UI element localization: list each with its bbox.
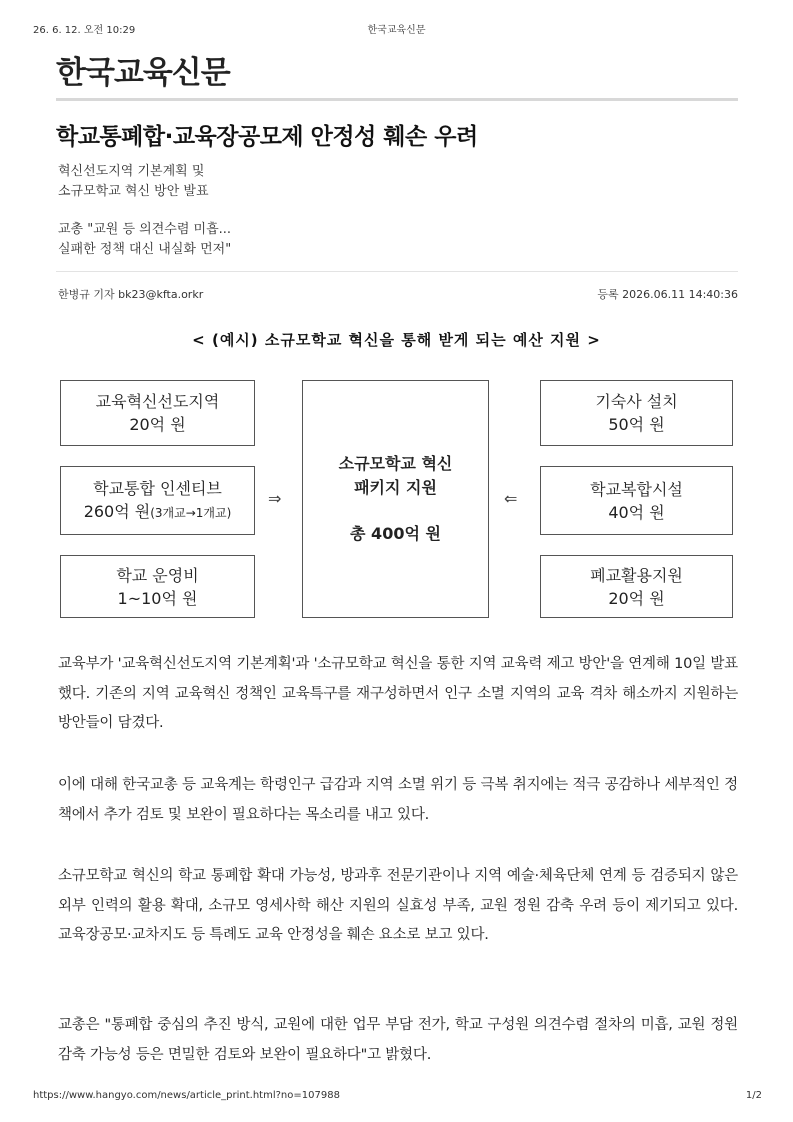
subtitle-block-2 xyxy=(58,220,231,260)
box-amount: 20억 원 xyxy=(608,588,665,608)
subtitle-line: 교총 "교원 등 의견수렴 미흡... xyxy=(58,222,232,237)
article-paragraph: 교육부가 '교육혁신선도지역 기본계획'과 '소규모학교 혁신을 통한 지역 교육력 제고 방안'을 연계해 10일 발표했다. 기존의 지역 교육혁신 정책인 교육특구를 재구성하면서 인구 소멸 지역의 교육 격차 해소까지 지원하는 방안들이 담겼다. xyxy=(58,656,738,731)
article-paragraph: 이에 대해 한국교총 등 교육계는 학령인구 급감과 지역 소멸 위기 등 극복 취지에는 적극 공감하나 세부적인 정책에서 추가 검토 및 보완이 필요하다는 목소리를 내고 있다. xyxy=(58,777,738,823)
box-label: 학교복합시설 xyxy=(590,479,683,499)
print-datetime: 26. 6. 12. 오전 10:29 xyxy=(33,25,136,36)
header-divider xyxy=(56,98,738,101)
print-site-name: 한국교육신문 xyxy=(367,25,426,36)
box-amount: 1~10억 원 xyxy=(117,588,198,608)
article-title: 학교통폐합·교육장공모제 안정성 훼손 우려 xyxy=(56,124,478,150)
center-label-2: 패키지 지원 xyxy=(354,478,437,497)
box-label: 기숙사 설치 xyxy=(595,392,678,411)
registered-date: 등록 2026.06.11 14:40:36 xyxy=(597,288,738,301)
site-logo[interactable]: 한국교육신문 xyxy=(56,55,230,91)
box-label: 학교 운영비 xyxy=(116,565,199,585)
byline: 한병규 기자 bk23@kfta.orkr xyxy=(58,288,204,301)
subtitle-line: 실패한 정책 대신 내실화 먼저" xyxy=(58,242,232,257)
subtitle-line: 소규모학교 혁신 방안 발표 xyxy=(58,184,209,199)
budget-box-innovation-region xyxy=(60,380,255,446)
box-note: (3개교→1개교) xyxy=(150,505,232,520)
box-amount: 260억 원 xyxy=(83,501,151,521)
article-paragraph: 소규모학교 혁신의 학교 통폐합 확대 가능성, 방과후 전문기관이나 지역 예술·체육단체 연계 등 검증되지 않은 외부 인력의 활용 확대, 소규모 영세사학 해산 지원의 실효성 부족, 교원 정원 감축 우려 등이 제기되고 있다. 교육장공모·교차지도 등 특례도 교육 안정성을 훼손 요소로 보고 있다. xyxy=(58,868,738,943)
meta-divider xyxy=(56,271,738,272)
box-amount: 40억 원 xyxy=(608,502,665,522)
arrow-right-icon: ⇒ xyxy=(268,489,282,508)
article-paragraph: 교총은 "통폐합 중심의 추진 방식, 교원에 대한 업무 부담 전가, 학교 구성원 의견수렴 절차의 미흡, 교원 정원 감축 가능성 등은 면밀한 검토와 보완이 필요하다"고 밝혔다. xyxy=(58,1017,738,1063)
box-label: 교육혁신선도지역 xyxy=(95,392,220,411)
center-total: 총 400억 원 xyxy=(350,524,441,543)
budget-box-complex-facility xyxy=(540,466,733,535)
box-label: 학교통합 인센티브 xyxy=(93,478,222,498)
figure-title: < (예시) 소규모학교 혁신을 통해 받게 되는 예산 지원 > xyxy=(192,331,601,349)
box-amount: 20억 원 xyxy=(129,415,186,434)
box-amount: 50억 원 xyxy=(608,415,665,434)
budget-box-total-package xyxy=(302,380,489,618)
budget-box-operating-cost xyxy=(60,555,255,618)
subtitle-line: 혁신선도지역 기본계획 및 xyxy=(58,164,205,179)
center-label-1: 소규모학교 혁신 xyxy=(338,454,453,473)
page-number: 1/2 xyxy=(745,1090,762,1101)
print-url[interactable]: https://www.hangyo.com/news/article_print.html?no=107988 xyxy=(33,1090,340,1101)
budget-box-dormitory xyxy=(540,380,733,446)
budget-box-integration-incentive xyxy=(60,466,255,535)
arrow-left-icon: ⇐ xyxy=(504,489,518,508)
budget-box-closed-school xyxy=(540,555,733,618)
subtitle-block-1 xyxy=(58,162,209,202)
box-label: 폐교활용지원 xyxy=(590,565,683,585)
